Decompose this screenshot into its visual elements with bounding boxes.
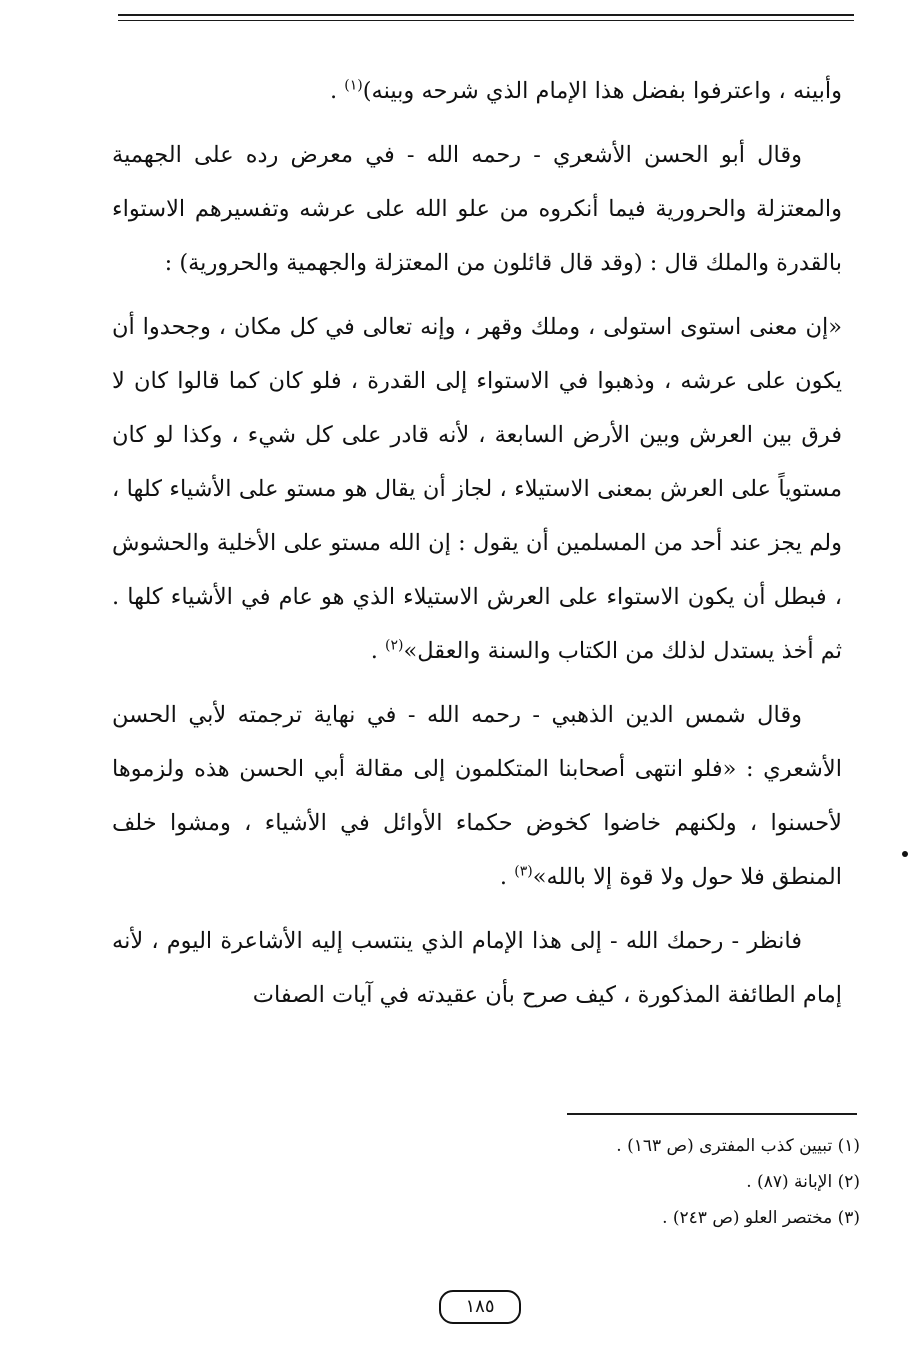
paragraph-text: وقال أبو الحسن الأشعري - رحمه الله - في معرض رده على الجهمية والمعتزلة والحرورية فيما أنكروه من علو الله على عرشه وتفسيرهم الاستواء بالقدرة والملك قال : (وقد قال قائلون من المعتزلة والجهمية والحرورية) : xyxy=(112,142,842,276)
footnote: (١) تبيين كذب المفترى (ص ١٦٣) . xyxy=(616,1136,860,1156)
paragraph-tail: . xyxy=(329,78,345,104)
footnote-reference: (١) xyxy=(344,77,363,94)
paragraph xyxy=(112,128,842,290)
footnotes xyxy=(420,1128,860,1236)
body-text xyxy=(112,64,842,1032)
paragraph-tail: . xyxy=(370,638,386,664)
footnote: (٢) الإبانة (٨٧) . xyxy=(746,1172,860,1192)
footnote-reference: (٢) xyxy=(385,637,404,654)
header-rule-thin xyxy=(118,20,854,21)
paragraph xyxy=(112,688,842,904)
footnote: (٣) مختصر العلو (ص ٢٤٣) . xyxy=(662,1208,860,1228)
paragraph-text: «إن معنى استوى استولى ، وملك وقهر ، وإنه تعالى في كل مكان ، وجحدوا أن يكون على عرشه ، وذهبوا في الاستواء إلى القدرة ، فلو كان كما قالوا كان لا فرق بين العرش وبين الأرض السابعة ، لأنه قادر على كل شيء ، وكذا لو كان مستوياً على العرش بمعنى الاستيلاء ، لجاز أن يقال هو مستو على الأشياء كلها ، ولم يجز عند أحد من المسلمين أن يقول : إن الله مستو على الأخلية والحشوش ، فبطل أن يكون الاستواء على العرش الاستيلاء الذي هو عام في الأشياء كلها . ثم أخذ يستدل لذلك من الكتاب والسنة والعقل» xyxy=(112,314,842,664)
page-number: ١٨٥ xyxy=(439,1290,521,1324)
paragraph-tail: . xyxy=(499,864,515,890)
paragraph-text: وقال شمس الدين الذهبي - رحمه الله - في نهاية ترجمته لأبي الحسن الأشعري : «فلو انتهى أصحابنا المتكلمون إلى مقالة أبي الحسن هذه ولزموها لأحسنوا ، ولكنهم خاضوا كخوض حكماء الأوائل في الأشياء ، ومشوا خلف المنطق فلا حول ولا قوة إلا بالله» xyxy=(112,702,842,890)
footnote-reference: (٣) xyxy=(514,863,533,880)
margin-mark xyxy=(902,851,908,857)
paragraph-text: فانظر - رحمك الله - إلى هذا الإمام الذي ينتسب إليه الأشاعرة اليوم ، لأنه إمام الطائفة المذكورة ، كيف صرح بأن عقيدته في آيات الصفات xyxy=(112,928,842,1008)
paragraph xyxy=(112,914,842,1022)
paragraph xyxy=(112,64,842,118)
header-rule xyxy=(118,14,854,16)
footnote-separator xyxy=(567,1113,857,1115)
paragraph-text: وأبينه ، واعترفوا بفضل هذا الإمام الذي شرحه وبينه) xyxy=(362,78,842,104)
quote-paragraph xyxy=(112,300,842,678)
